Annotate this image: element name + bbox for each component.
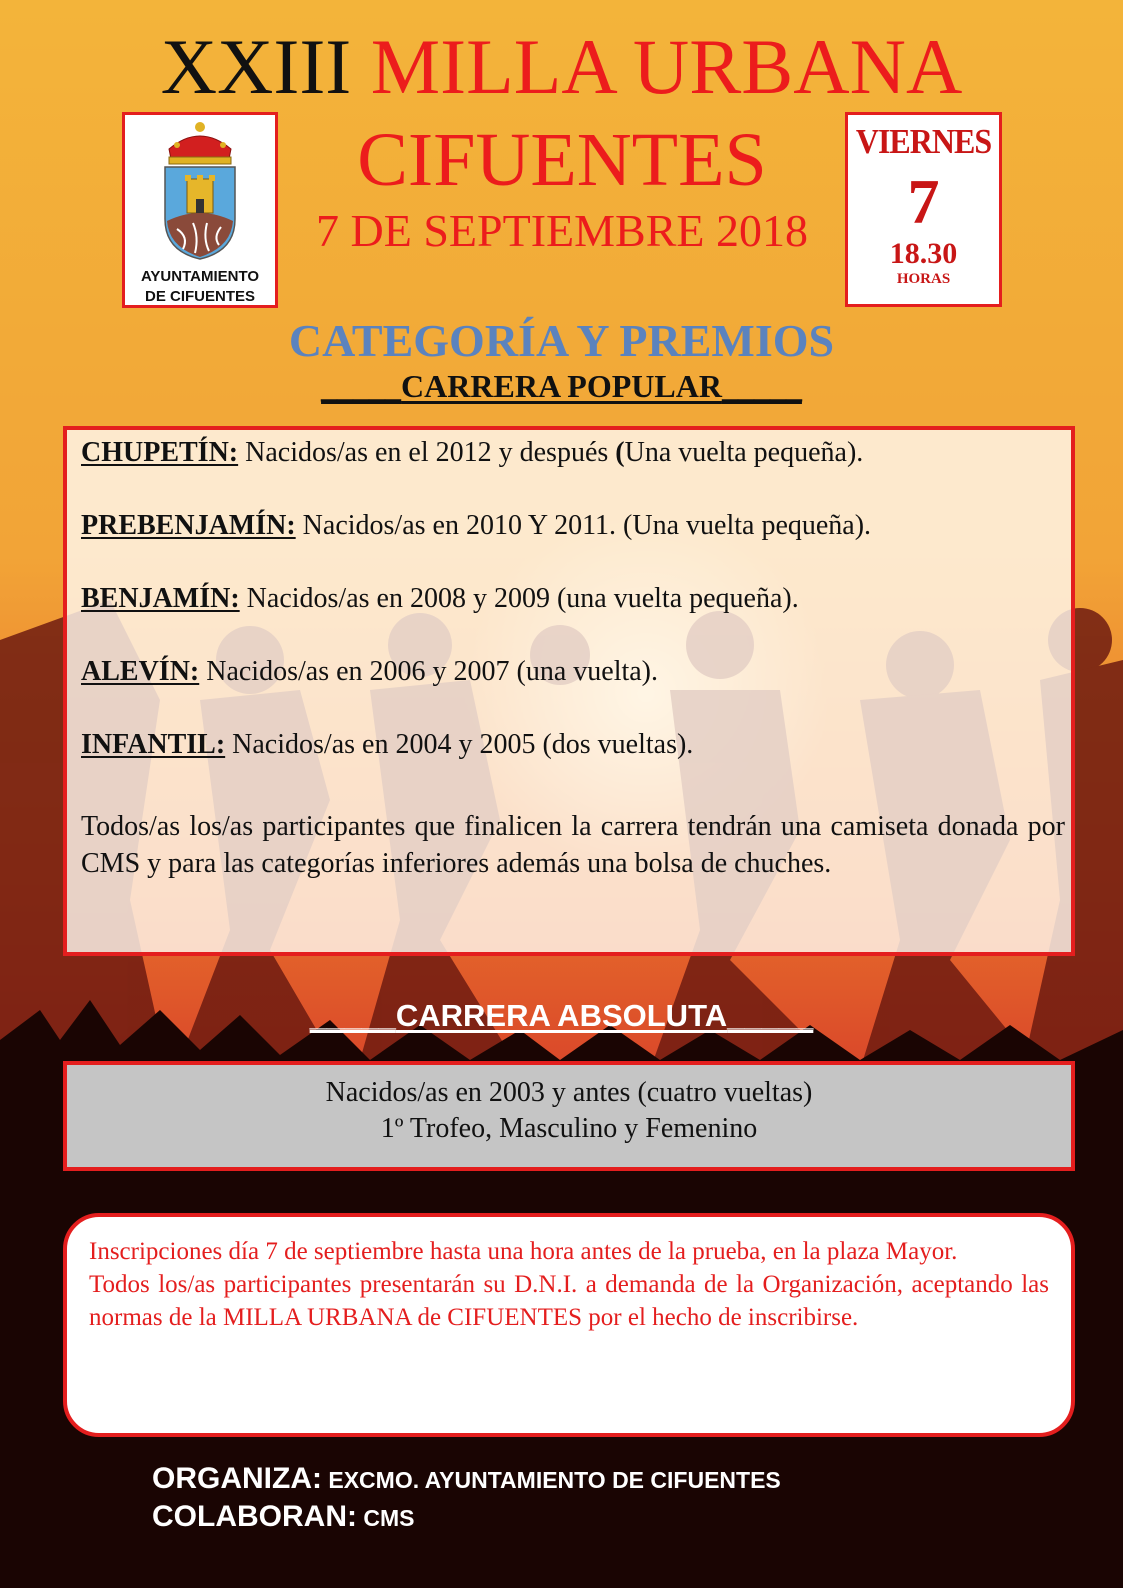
organiza-value: EXCMO. AYUNTAMIENTO DE CIFUENTES [321,1467,781,1493]
day-number: 7 [907,166,940,237]
colaboran-label: COLABORAN: [152,1500,357,1533]
section-title: CATEGORÍA Y PREMIOS [288,315,835,366]
heading-underline-right: _____ [721,368,802,404]
event-title [0,24,1123,110]
category-chupetin: CHUPETÍN: Nacidos/as en el 2012 y después (Una vuelta pequeña). [81,437,864,468]
abs-heading-underline-right: _____ [727,998,814,1033]
town-crest-box [122,112,278,308]
weekday: VIERNES [855,121,992,161]
organiza-label: ORGANIZA: [152,1462,322,1495]
registration-info-box [63,1213,1075,1437]
popular-race-box [63,426,1075,956]
popular-race-heading [0,366,1123,406]
crest-label-line-2: DE CIFUENTES [144,288,255,305]
category-infantil: INFANTIL: Nacidos/as en 2004 y 2005 (dos vueltas). [81,729,694,760]
time-unit: HORAS [896,271,951,287]
collaborator-line [152,1500,414,1534]
absolute-race-eligibility: Nacidos/as en 2003 y antes (cuatro vueltas) [325,1077,813,1108]
date-time-box [845,112,1002,307]
registration-requirements: Todos los/as participantes presentarán su D.N.I. a demanda de la Organización, aceptando las normas de la MILLA URBANA de CIFUENTES por el hecho de inscribirse. [89,1271,1049,1331]
absolute-race-title: CARRERA ABSOLUTA [395,998,728,1033]
absolute-race-box [63,1061,1075,1171]
absolute-race-heading [0,996,1123,1036]
category-alevin: ALEVÍN: Nacidos/as en 2006 y 2007 (una vuelta). [81,656,659,687]
colaboran-value: CMS [356,1505,415,1531]
heading-underline-left: _____ [321,368,402,404]
category-benjamin: BENJAMÍN: Nacidos/as en 2008 y 2009 (una vuelta pequeña). [81,583,799,614]
title-line-1: MILLA URBANA [370,23,963,110]
prize-note: Todos/as los/as participantes que finalicen la carrera tendrán una camiseta donada por CMS y para las categorías inferiores además una bolsa de chuches. [81,811,1065,879]
crest-label-line-1: AYUNTAMIENTO [140,268,260,285]
abs-heading-underline-left: _____ [309,998,396,1033]
start-time: 18.30 [889,237,958,270]
popular-race-title: CARRERA POPULAR [401,368,722,404]
absolute-race-prize: 1º Trofeo, Masculino y Femenino [380,1113,758,1144]
category-prebenjamin: PREBENJAMÍN: Nacidos/as en 2010 Y 2011. (Una vuelta pequeña). [81,510,872,541]
coat-of-arms-icon [159,119,241,261]
organizer-line [152,1462,781,1496]
event-date: 7 DE SEPTIEMBRE 2018 [316,205,808,256]
edition-number: XXIII [160,23,352,110]
registration-details: Inscripciones día 7 de septiembre hasta una hora antes de la prueba, en la plaza Mayor. [89,1238,958,1265]
title-line-2: CIFUENTES [357,118,767,202]
